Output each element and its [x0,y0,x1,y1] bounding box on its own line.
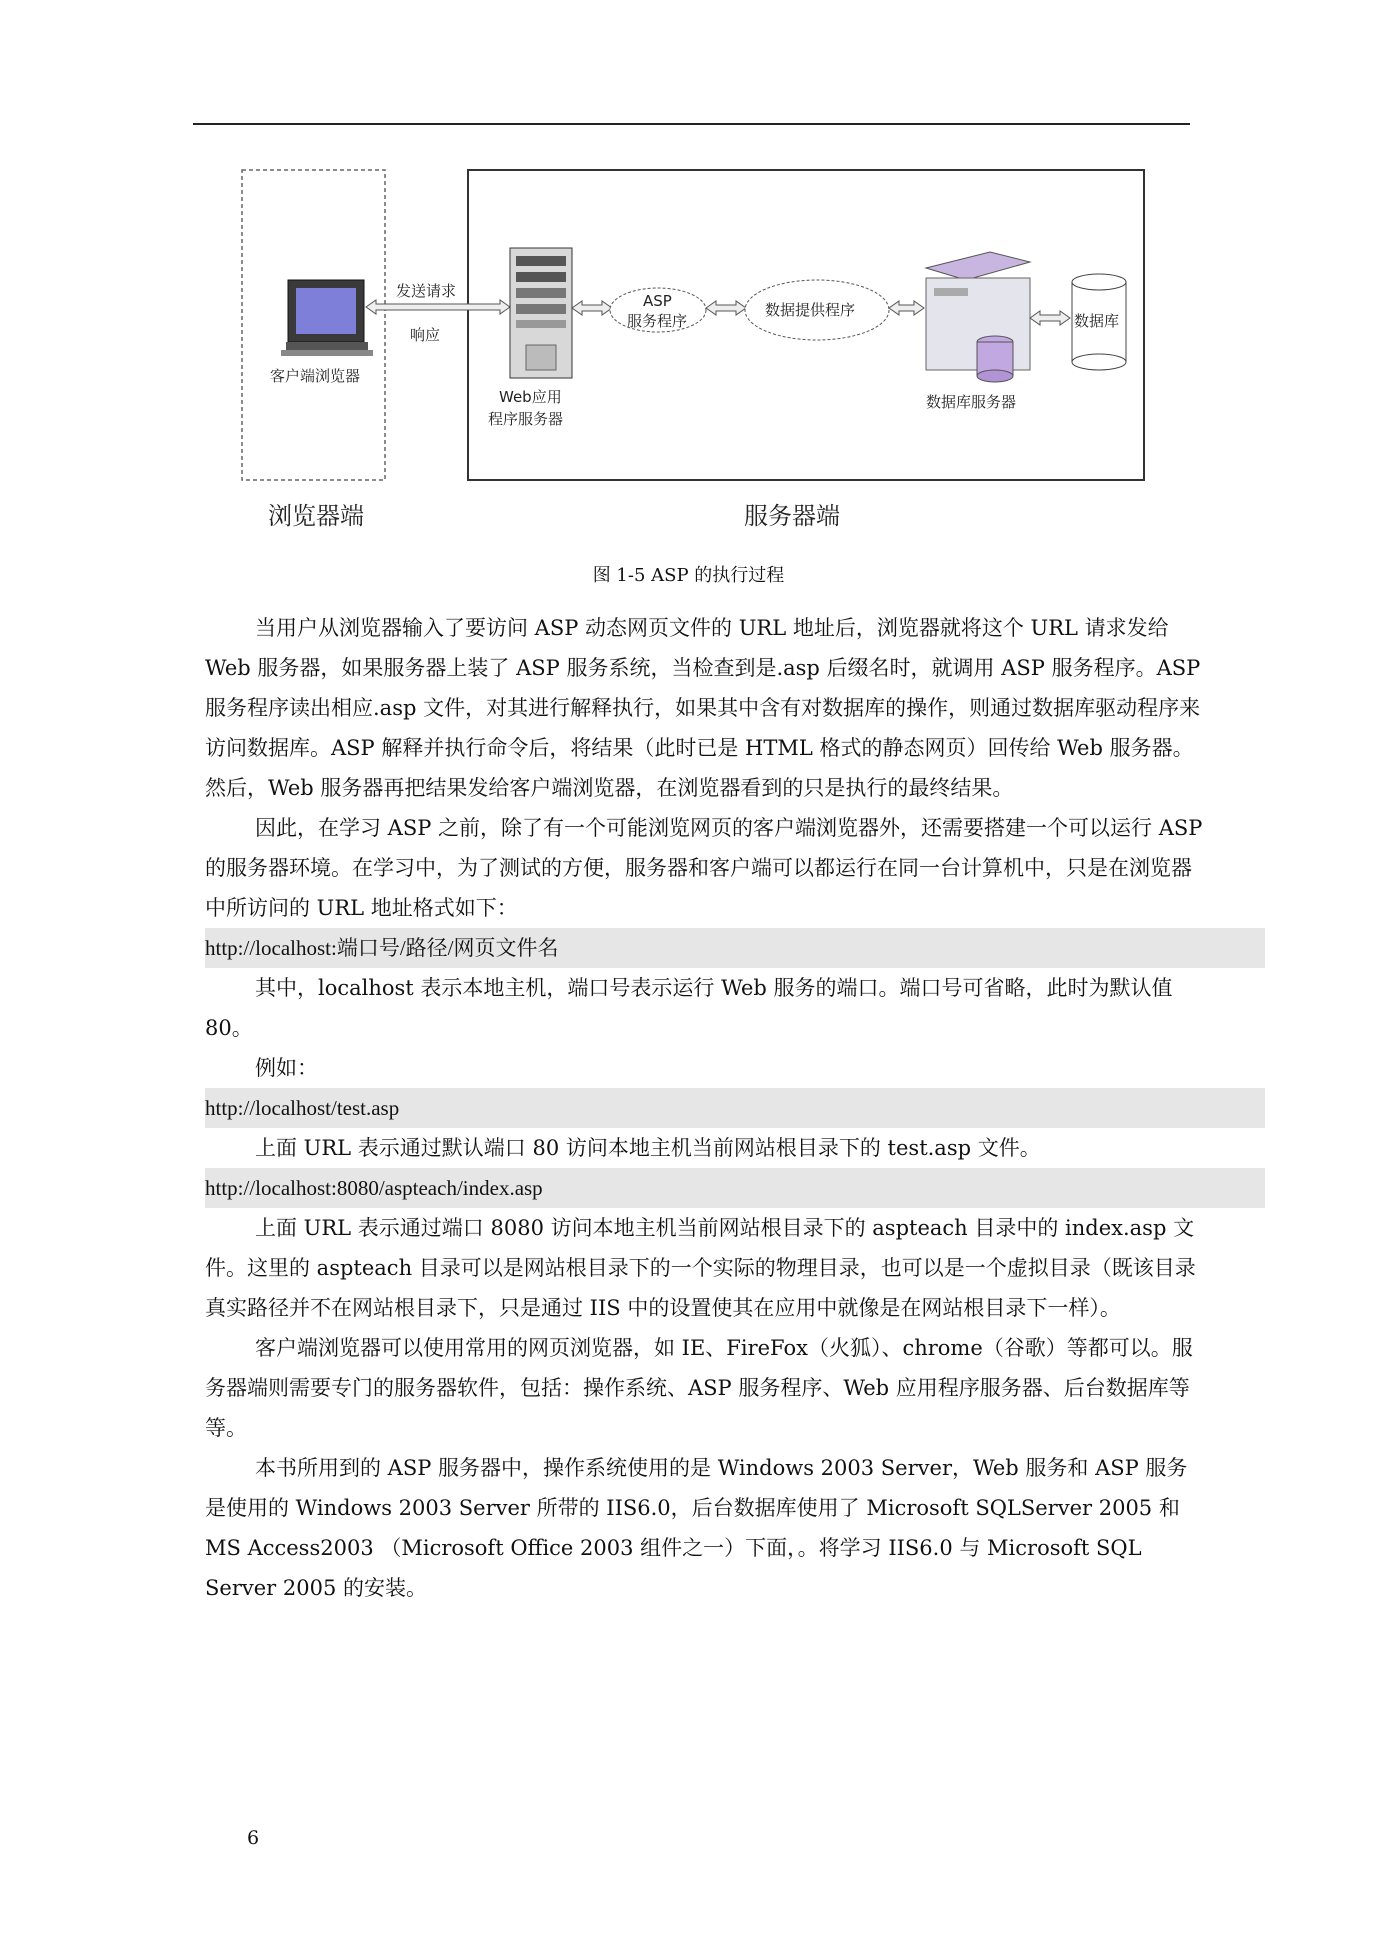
client-computer-icon [281,280,373,356]
paragraph-2: 因此，在学习 ASP 之前，除了有一个可能浏览网页的客户端浏览器外，还需要搭建一个可以运行 ASP 的服务器环境。在学习中，为了测试的方便，服务器和客户端可以都运行在同一台计算机中，只是在浏览器中所访问的 URL 地址格式如下： [205,816,1203,920]
data-provider-label: 数据提供程序 [765,301,856,319]
db-server-label: 数据库服务器 [926,393,1017,411]
url-example-2: http://localhost:8080/aspteach/index.asp [205,1168,1265,1208]
web-server-icon [510,248,572,378]
response-label: 响应 [410,326,441,344]
web-server-label-line2: 程序服务器 [488,410,564,428]
provider-dbserver-arrow [889,301,924,315]
database-label: 数据库 [1074,312,1120,330]
browser-region-label: 浏览器端 [268,502,364,530]
paragraph-8: 本书所用到的 ASP 服务器中，操作系统使用的是 Windows 2003 Server，Web 服务和 ASP 服务是使用的 Windows 2003 Server 所带的 IIS6.0，后台数据库使用了 Microsoft SQLServer 2005 和 MS Access2003 （Microsoft Office 2003 组件之一）下面，。将学习 IIS6.0 与 Microsoft SQL Server 2005 的安装。 [205,1456,1188,1600]
paragraph-4: 例如： [255,1056,318,1080]
web-server-label-line1: Web应用 [499,388,562,406]
asp-label-line1: ASP [643,292,672,310]
webserver-asp-arrow [572,301,612,315]
request-label: 发送请求 [396,282,457,300]
figure-caption: 图 1-5 ASP 的执行过程 [592,565,785,586]
request-response-arrow [366,300,510,314]
paragraph-3: 其中，localhost 表示本地主机，端口号表示运行 Web 服务的端口。端口号可省略，此时为默认值 80。 [205,976,1173,1040]
database-server-icon [926,252,1030,382]
paragraph-1: 当用户从浏览器输入了要访问 ASP 动态网页文件的 URL 地址后，浏览器就将这个 URL 请求发给 Web 服务器，如果服务器上装了 ASP 服务系统，当检查到是.asp 后缀名时，就调用 ASP 服务程序。ASP 服务程序读出相应.asp 文件，对其进行解释执行，如果其中含有对数据库的操作，则通过数据库驱动程序来访问数据库。ASP 解释并执行命令后，将结果（此时已是 HTML 格式的静态网页）回传给 Web 服务器。然后，Web 服务器再把结果发给客户端浏览器，在浏览器看到的只是执行的最终结果。 [205,616,1201,800]
paragraph-7: 客户端浏览器可以使用常用的网页浏览器，如 IE、FireFox（火狐）、chrome（谷歌）等都可以。服务器端则需要专门的服务器软件，包括：操作系统、ASP 服务程序、Web 应用程序服务器、后台数据库等等。 [205,1336,1193,1440]
page-number: 6 [247,1827,260,1849]
url-example-1: http://localhost/test.asp [205,1088,1265,1128]
server-region-label: 服务器端 [744,502,840,530]
body-text [205,608,1205,1608]
asp-provider-arrow [706,301,746,315]
paragraph-6: 上面 URL 表示通过端口 8080 访问本地主机当前网站根目录下的 aspteach 目录中的 index.asp 文件。这里的 aspteach 目录可以是网站根目录下的一个实际的物理目录，也可以是一个虚拟目录（既该目录真实路径并不在网站根目录下，只是通过 IIS 中的设置使其在应用中就像是在网站根目录下一样）。 [205,1216,1196,1320]
url-format-example: http://localhost:端口号/路径/网页文件名 [205,928,1265,968]
paragraph-5: 上面 URL 表示通过默认端口 80 访问本地主机当前网站根目录下的 test.asp 文件。 [255,1136,1041,1160]
diagram-graphics [0,0,1377,560]
asp-label-line2: 服务程序 [627,312,688,330]
dbserver-database-arrow [1030,311,1070,325]
client-browser-label: 客户端浏览器 [270,367,361,385]
asp-execution-diagram [0,0,1377,560]
